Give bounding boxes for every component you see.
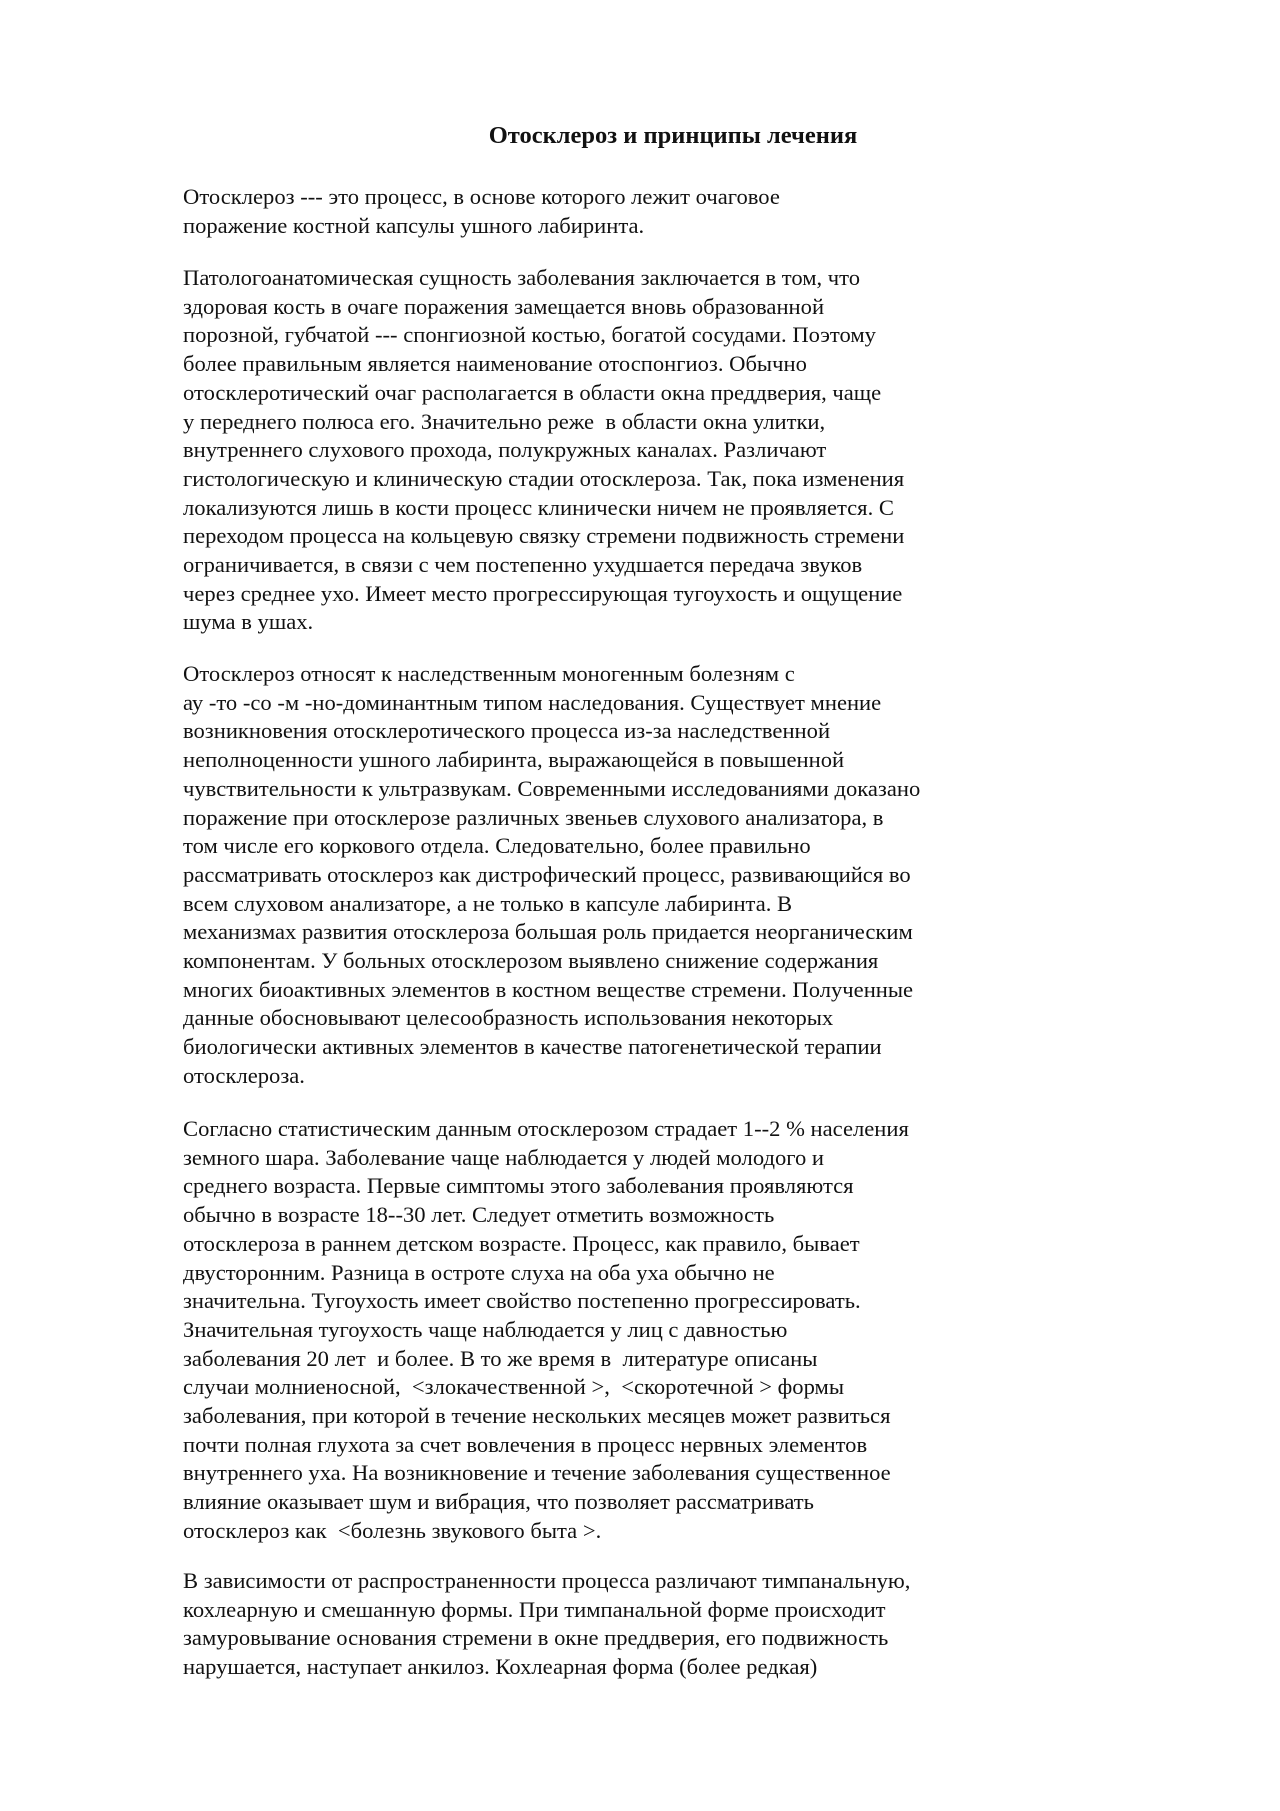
text-line: поражение костной капсулы ушного лабиринта. <box>183 212 645 238</box>
text-line: ау -то -со -м -но-доминантным типом наследования. Существует мнение <box>183 689 882 715</box>
text-line: у переднего полюса его. Значительно реже в области окна улитки, <box>183 408 826 434</box>
text-line: всем слуховом анализаторе, а не только в капсуле лабиринта. В <box>183 890 793 916</box>
text-line: переходом процесса на кольцевую связку стремени подвижность стремени <box>183 523 905 549</box>
text-line: заболевания, при которой в течение нескольких месяцев может развиться <box>183 1403 891 1429</box>
text-line: поражение при отосклерозе различных звеньев слухового анализатора, в <box>183 804 884 830</box>
text-line: порозной, губчатой --- спонгиозной костью, богатой сосудами. Поэтому <box>183 322 876 348</box>
text-line: нарушается, наступает анкилоз. Кохлеарная форма (более редкая) <box>183 1654 818 1680</box>
text-line: случаи молниеносной, <злокачественной >, <скоротечной > формы <box>183 1374 845 1400</box>
text-line: Отосклероз относят к наследственным моногенным болезням с <box>183 661 795 686</box>
text-line: отосклероза. <box>183 1062 305 1088</box>
text-line: отосклероз как <болезнь звукового быта >. <box>183 1517 602 1543</box>
paragraph-1 <box>183 183 780 240</box>
text-line: возникновения отосклеротического процесса из-за наследственной <box>183 718 831 744</box>
text-line: данные обосновывают целесообразность использования некоторых <box>183 1005 834 1031</box>
text-line: земного шара. Заболевание чаще наблюдается у людей молодого и <box>183 1144 824 1170</box>
text-line: среднего возраста. Первые симптомы этого заболевания проявляются <box>183 1173 854 1199</box>
text-line: кохлеарную и смешанную формы. При тимпанальной форме происходит <box>183 1596 886 1622</box>
paragraph-5 <box>183 1567 910 1682</box>
text-line: биологически активных элементов в качестве патогенетической терапии <box>183 1034 882 1060</box>
text-line: чувствительности к ультразвукам. Современными исследованиями доказано <box>183 775 921 801</box>
text-line: шума в ушах. <box>183 609 314 635</box>
text-line: здоровая кость в очаге поражения замещается вновь образованной <box>183 293 825 319</box>
text-line: гистологическую и клиническую стадии отосклероза. Так, пока изменения <box>183 465 905 491</box>
text-line: том числе его коркового отдела. Следовательно, более правильно <box>183 833 811 859</box>
text-line: значительна. Тугоухость имеет свойство постепенно прогрессировать. <box>183 1288 861 1314</box>
text-line: более правильным является наименование отоспонгиоз. Обычно <box>183 351 807 377</box>
text-line: компонентам. У больных отосклерозом выявлено снижение содержания <box>183 948 879 974</box>
text-line: Значительная тугоухость чаще наблюдается у лиц с давностью <box>183 1316 788 1342</box>
paragraph-3 <box>183 660 920 1091</box>
text-line: почти полная глухота за счет вовлечения в процесс нервных элементов <box>183 1431 868 1457</box>
document-title: Отосклероз и принципы лечения <box>488 122 858 149</box>
text-line: многих биоактивных элементов в костном веществе стремени. Полученные <box>183 976 914 1002</box>
text-line: заболевания 20 лет и более. В то же время в литературе описаны <box>183 1345 818 1371</box>
text-line: влияние оказывает шум и вибрация, что позволяет рассматривать <box>183 1489 814 1515</box>
text-line: механизмах развития отосклероза большая роль придается неорганическим <box>183 919 913 945</box>
text-line: В зависимости от распространенности процесса различают тимпанальную, <box>183 1568 911 1593</box>
text-line: внутреннего уха. На возникновение и течение заболевания существенное <box>183 1460 891 1486</box>
text-line: обычно в возрасте 18--30 лет. Следует отметить возможность <box>183 1202 775 1228</box>
text-line: отосклеротический очаг располагается в области окна преддверия, чаще <box>183 379 882 405</box>
paragraph-4 <box>183 1115 909 1546</box>
text-line: двусторонним. Разница в остроте слуха на оба уха обычно не <box>183 1259 775 1285</box>
text-line: Согласно статистическим данным отосклерозом страдает 1--2 % населения <box>183 1116 909 1141</box>
text-line: локализуются лишь в кости процесс клинически ничем не проявляется. С <box>183 494 894 520</box>
text-line: отосклероза в раннем детском возрасте. Процесс, как правило, бывает <box>183 1230 860 1256</box>
paragraph-2 <box>183 264 904 637</box>
text-line: замуровывание основания стремени в окне преддверия, его подвижность <box>183 1625 889 1651</box>
text-line: Патологоанатомическая сущность заболевания заключается в том, что <box>183 265 861 290</box>
text-line: через среднее ухо. Имеет место прогрессирующая тугоухость и ощущение <box>183 580 903 606</box>
text-line: неполноценности ушного лабиринта, выражающейся в повышенной <box>183 747 845 773</box>
text-line: ограничивается, в связи с чем постепенно ухудшается передача звуков <box>183 552 863 578</box>
text-line: внутреннего слухового прохода, полукружных каналах. Различают <box>183 437 827 463</box>
text-line: Отосклероз --- это процесс, в основе которого лежит очаговое <box>183 184 780 209</box>
text-line: рассматривать отосклероз как дистрофический процесс, развивающийся во <box>183 861 911 887</box>
